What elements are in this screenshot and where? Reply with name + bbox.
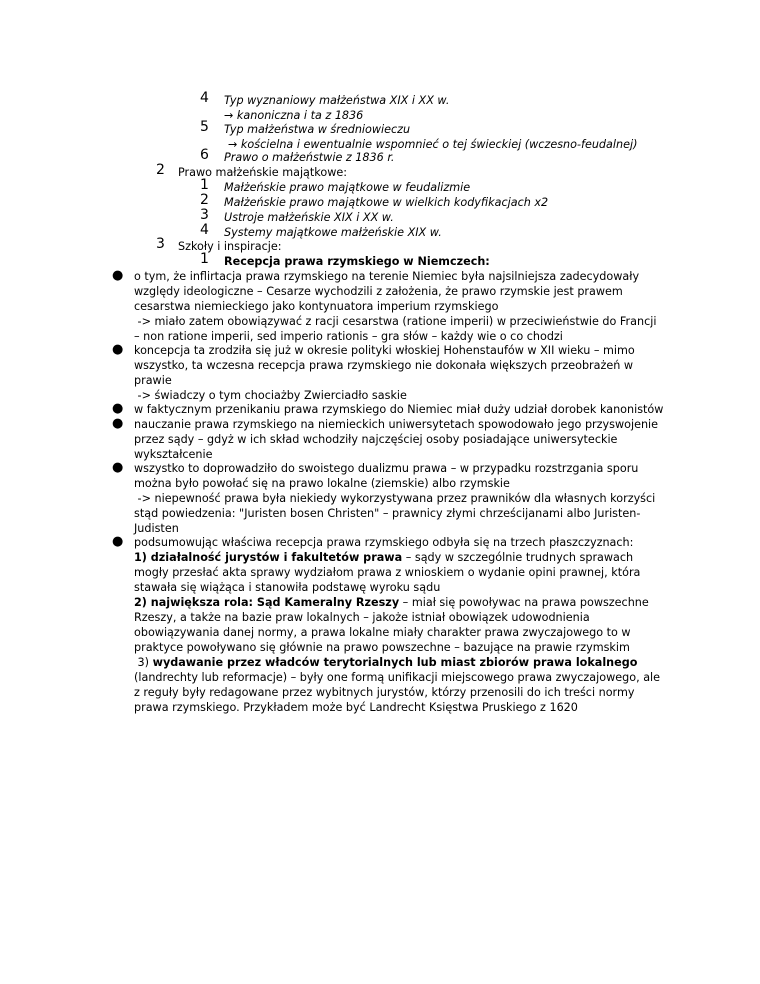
body-line: -> miało zatem obowiązywać z racji cesarstwa (ratione imperii) w przeciwieństwie do Francji [134,315,657,328]
body-line: koncepcja ta zrodziła się już w okresie polityki włoskiej Hohenstaufów w XII wieku – mimo [134,344,635,357]
body-line: w faktycznym przenikaniu prawa rzymskiego do Niemiec miał duży udział dorobek kanonistów [134,403,664,416]
outline-subitem: → kościelna i ewentualnie wspomnieć o tej świeckiej (wczesno-feudalnej) [228,138,638,151]
outline-item: Prawo o małżeństwie z 1836 r. [224,151,395,164]
body-line: praktyce powoływano się głównie na prawo powszechne – bazujące na prawie rzymskim [134,641,630,654]
body-text: 3) [134,656,153,669]
outline-number: 1 [200,177,209,193]
outline-number: 4 [200,222,209,238]
body-line: wszystko to doprowadziło do swoistego dualizmu prawa – w przypadku rozstrzgania sporu [134,462,639,475]
bullet-icon: ● [112,534,124,549]
body-line: wszystko, ta wczesna recepcja prawa rzymskiego nie dokonała większych przeobrażeń w [134,359,634,372]
body-line: nauczanie prawa rzymskiego na niemieckich uniwersytetach spowodowało jego przyswojenie [134,418,659,431]
body-line: (landrechty lub reformacje) – były one formą unifikacji miejscowego prawa zwyczajowego, ale [134,671,661,684]
body-line: prawa rzymskiego. Przykładem może być Landrecht Księstwa Pruskiego z 1620 [134,701,578,714]
body-line [134,595,649,610]
body-line: stąd powiedzenia: "Juristen bosen Christen" – prawnicy złymi chrześcijanami albo Juristen- [134,507,641,520]
emphasis-text: 2) największa rola: Sąd Kameralny Rzeszy [134,596,400,609]
body-line: -> niepewność prawa była niekiedy wykorzystywana przez prawników dla własnych korzyści [134,492,656,505]
outline-number: 5 [200,119,209,135]
outline-number: 2 [200,192,209,208]
body-line: Judisten [134,522,179,535]
body-line: – non ratione imperii, sed imperio rationis – gra słów – każdy wie o co chodzi [134,330,563,343]
body-line: z reguły były redagowane przez wybitnych jurystów, którzy przenosili do ich treści normy [134,686,635,699]
outline-number: 3 [200,207,209,223]
section-heading: Prawo małżeńskie majątkowe: [178,166,348,179]
body-line: -> świadczy o tym chociażby Zwierciadło saskie [134,389,407,402]
body-line: mogły przesłać akta sprawy wydziałom prawa z wnioskiem o wydanie opini prawnej, która [134,566,641,579]
outline-item: Małżeńskie prawo majątkowe w wielkich kodyfikacjach x2 [224,196,549,209]
bullet-icon: ● [112,401,124,416]
body-line: o tym, że inflirtacja prawa rzymskiego na terenie Niemiec była najsilniejsza zadecydowały [134,270,640,283]
bullet-icon: ● [112,416,124,431]
outline-number: 4 [200,90,209,106]
emphasis-text: wydawanie przez władców terytorialnych lub miast zbiorów prawa lokalnego [152,656,638,669]
body-line: cesarstwa niemieckiego jako kontynuatora imperium rzymskiego [134,300,499,313]
bullet-icon: ● [112,268,124,283]
section-number: 3 [156,236,165,252]
body-line: wykształcenie [134,448,213,461]
outline-subitem: → kanoniczna i ta z 1836 [224,109,364,122]
body-line: podsumowując właściwa recepcja prawa rzymskiego odbyła się na trzech płaszczyznach: [134,536,634,549]
bullet-icon: ● [112,460,124,475]
emphasis-text: 1) działalność jurystów i fakultetów prawa [134,551,403,564]
outline-number: 1 [200,251,209,267]
body-line [134,550,633,565]
subsection-heading: Recepcja prawa rzymskiego w Niemczech: [224,255,490,268]
body-line: prawie [134,374,172,387]
bullet-icon: ● [112,342,124,357]
body-text: – sądy w szczególnie trudnych sprawach [402,551,634,564]
body-line: można było powołać się na prawo lokalne (ziemskie) albo rzymskie [134,477,510,490]
outline-item: Małżeńskie prawo majątkowe w feudalizmie [224,181,471,194]
section-number: 2 [156,162,165,178]
body-line: Rzeszy, a także na bazie praw lokalnych – jakoże istniał obowiązek udowodnienia [134,611,590,624]
outline-item: Systemy majątkowe małżeńskie XIX w. [224,226,442,239]
body-line: przez sądy – gdyż w ich skład wchodziły najczęściej osoby posiadające uniwersyteckie [134,433,618,446]
outline-item: Typ małżeństwa w średniowieczu [224,123,411,136]
outline-item: Ustroje małżeńskie XIX i XX w. [224,211,394,224]
outline-item: Typ wyznaniowy małżeństwa XIX i XX w. [224,94,450,107]
body-line: stawała się wiążąca i stanowiła podstawę wyroku sądu [134,581,441,594]
outline-number: 6 [200,147,209,163]
section-heading: Szkoły i inspiracje: [178,240,282,253]
body-line: względy ideologiczne – Cesarze wychodzili z założenia, że prawo rzymskie jest prawem [134,285,623,298]
body-line: obowiązywania danej normy, a prawa lokalne miały charakter prawa zwyczajowego to w [134,626,631,639]
body-line [134,655,637,670]
body-text: – miał się powoływac na prawa powszechne [399,596,649,609]
